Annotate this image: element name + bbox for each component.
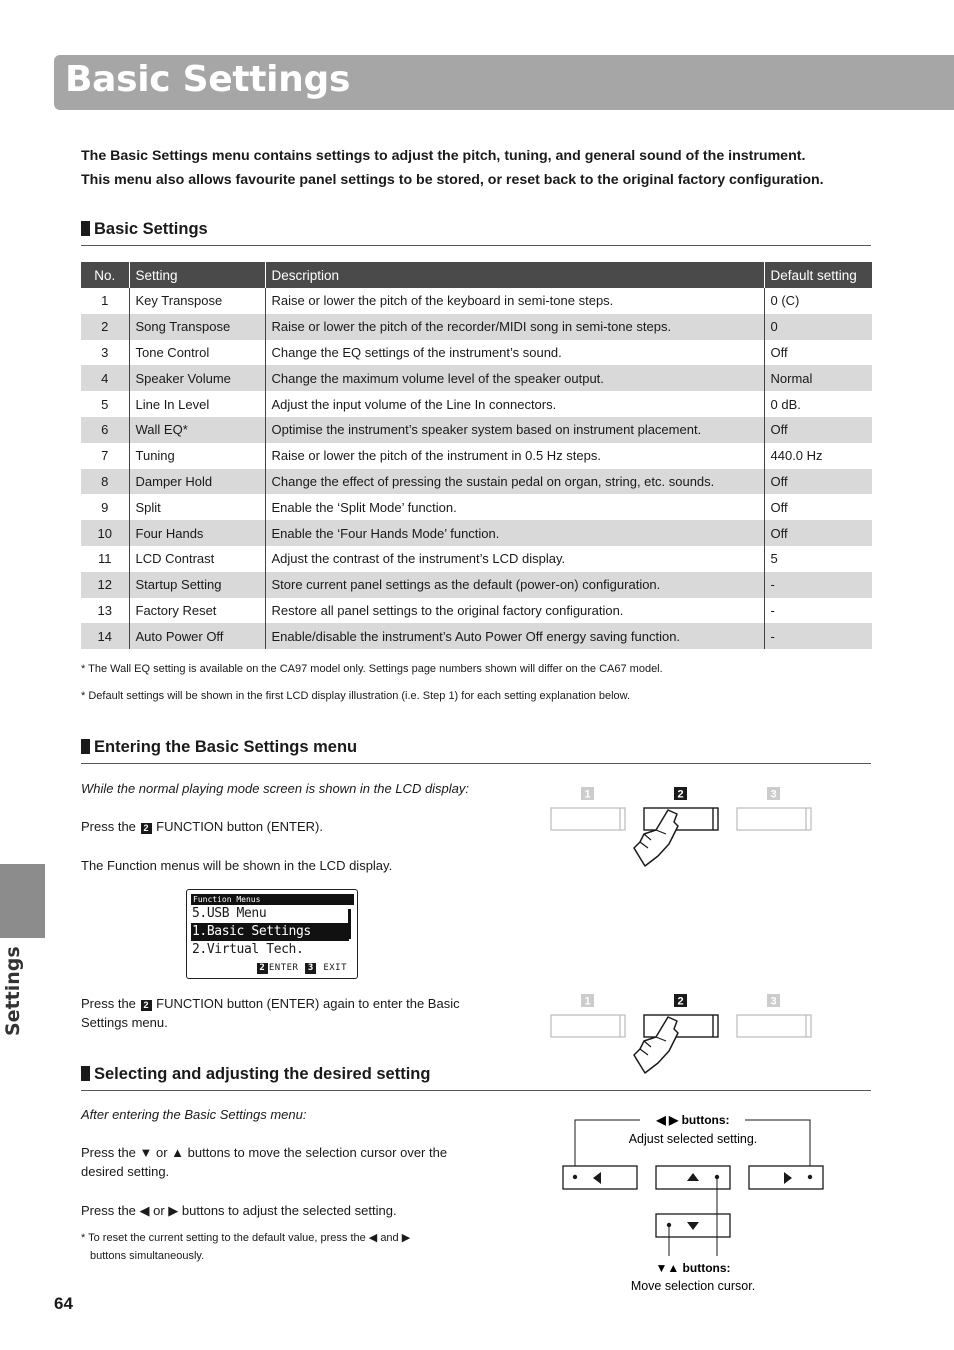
cell-description: Store current panel settings as the default (power-on) configuration. [265,572,764,598]
cell-description: Restore all panel settings to the original factory configuration. [265,598,764,624]
text: Press the ▼ or ▲ buttons to move the selection cursor over the [81,1145,448,1160]
lcd-enter-badge: 2 [257,963,268,974]
cell-no: 8 [81,469,129,495]
button-body [644,1015,718,1037]
text: Press the [81,819,140,834]
left-right-label: ◀ ▶ buttons: [656,1113,730,1127]
cell-no: 11 [98,551,112,567]
cell-setting: LCD Contrast [129,546,265,572]
table-row [81,391,872,417]
cell-setting: Split [129,494,265,520]
function-2-badge: 2 [141,1000,152,1011]
cell-description: Enable/disable the instrument’s Auto Power Off energy saving function. [265,623,764,649]
cell-description: Change the EQ settings of the instrument’s sound. [265,340,764,366]
cell-setting: Startup Setting [129,572,265,598]
instruction-press-enter-again [81,994,460,1032]
table-row [81,443,872,469]
cell-description: Enable the ‘Four Hands Mode’ function. [265,520,764,546]
cell-default: - [764,572,872,598]
intro-line-1: The Basic Settings menu contains settings to adjust the pitch, tuning, and general sound of the instrument. [81,148,806,164]
lcd-exit-badge: 3 [305,963,316,974]
instruction-press-enter [81,817,323,836]
side-tab-label: Settings [2,946,24,1036]
table-row [81,546,872,572]
up-button [656,1166,730,1189]
cell-description: Change the effect of pressing the sustain pedal on organ, string, etc. sounds. [265,469,764,495]
section-heading-text: Selecting and adjusting the desired setting [94,1065,431,1083]
table-header-row [81,262,872,288]
instruction-cursor [81,1143,447,1181]
footnote-defaults: * Default settings will be shown in the first LCD display illustration (i.e. Step 1) for each setting explanation below. [81,690,631,702]
cell-no: 14 [81,623,129,649]
cell-setting: Speaker Volume [129,365,265,391]
instruction-adjust: Press the ◀ or ▶ buttons to adjust the selected setting. [81,1203,397,1218]
function-button-2 [644,787,718,830]
lcd-header: Function Menus [191,894,354,905]
left-button [563,1166,637,1189]
cell-default: Off [764,469,872,495]
cell-no: 13 [97,602,112,618]
instruction-line: While the normal playing mode screen is shown in the LCD display: [81,781,470,796]
page-title: Basic Settings [65,59,351,100]
cell-no: 12 [81,572,129,598]
cell-setting: Damper Hold [129,469,265,495]
lcd-enter-label: ENTER [268,963,299,973]
cell-default: 0 dB. [764,391,872,417]
cell-description: Raise or lower the pitch of the instrument in 0.5 Hz steps. [265,443,764,469]
table-row [81,340,872,366]
settings-table [81,262,872,649]
heading-marker [81,1066,90,1081]
lcd-footer [256,963,347,974]
heading-marker [81,739,90,754]
cell-default: Off [764,340,872,366]
footnote-wall-eq: * The Wall EQ setting is available on the CA97 model only. Settings page numbers shown will differ on the CA67 model. [81,663,663,675]
lcd-menu-item-selected: 1.Basic Settings [191,923,349,941]
table-row [81,469,872,495]
page-title-bar [54,55,954,110]
side-tab [0,864,45,938]
function-button-2 [644,994,718,1037]
right-button [749,1166,823,1189]
cell-description: Change the maximum volume level of the speaker output. [265,365,764,391]
section-heading-text: Basic Settings [94,220,208,238]
text: FUNCTION button (ENTER) again to enter the Basic [152,996,460,1011]
button-number: 3 [770,995,777,1008]
cell-setting: Tuning [129,443,265,469]
cell-default: Off [764,520,872,546]
cell-description: Adjust the input volume of the Line In connectors. [265,391,764,417]
instruction-line: After entering the Basic Settings menu: [81,1107,307,1122]
down-button [656,1214,730,1237]
cell-default: 5 [764,546,872,572]
cell-description: Raise or lower the pitch of the keyboard in semi-tone steps. [265,288,764,314]
function-buttons-illustration-1 [548,782,818,872]
lcd-menu-item: 2.Virtual Tech. [192,942,304,957]
text: buttons simultaneously. [90,1250,205,1262]
text: FUNCTION button (ENTER). [152,819,323,834]
lcd-menu-item: 5.USB Menu [192,906,267,921]
cell-default: - [764,623,872,649]
function-2-badge: 2 [141,823,152,834]
table-row [81,417,872,443]
lcd-display [186,889,358,979]
button-body [551,808,625,830]
section-heading-entering [81,738,871,764]
cell-description: Adjust the contrast of the instrument’s LCD display. [265,546,764,572]
cell-description: Optimise the instrument’s speaker system based on instrument placement. [265,417,764,443]
col-header-description: Description [265,262,764,288]
cell-default: 0 (C) [764,288,872,314]
lcd-scrollbar [348,909,351,939]
intro-text [81,144,871,192]
cell-no: 1 [101,293,109,309]
button-number: 2 [677,788,684,801]
text: * To reset the current setting to the default value, press the ◀ and ▶ [81,1232,411,1244]
instruction-line: The Function menus will be shown in the LCD display. [81,858,393,873]
table-row [81,623,872,649]
cell-setting: Line In Level [129,391,265,417]
button-body [551,1015,625,1037]
button-body [644,808,718,830]
reset-note [81,1229,481,1265]
table-row [81,494,872,520]
text: Press the [81,996,140,1011]
button-body [737,808,811,830]
cell-default: Off [764,494,872,520]
function-button-1 [551,787,625,830]
lcd-exit-label: EXIT [323,963,347,973]
up-down-label: ▼▲ buttons: [655,1261,731,1275]
cell-description: Enable the ‘Split Mode’ function. [265,494,764,520]
up-down-description: Move selection cursor. [630,1279,756,1293]
cell-default: Normal [764,365,872,391]
cell-default: - [764,598,872,624]
cell-default: 440.0 Hz [764,443,872,469]
cursor-buttons-diagram [555,1108,835,1298]
function-button-1 [551,994,625,1037]
table-row [81,598,872,624]
table-row [81,314,872,340]
cell-no: 4 [81,365,129,391]
text: desired setting. [81,1164,170,1179]
cell-setting: Key Transpose [129,288,265,314]
cell-no: 7 [101,448,109,464]
cell-setting: Auto Power Off [129,623,265,649]
function-button-3 [737,787,811,830]
col-header-setting: Setting [129,262,265,288]
cell-description: Raise or lower the pitch of the recorder/MIDI song in semi-tone steps. [265,314,764,340]
left-right-description: Adjust selected setting. [628,1132,758,1146]
table-row [81,288,872,314]
intro-line-2: This menu also allows favourite panel settings to be stored, or reset back to the original factory configuration. [81,172,824,188]
table-row [81,520,872,546]
function-button-3 [737,994,811,1037]
text: Settings menu. [81,1015,168,1030]
button-number: 3 [770,788,777,801]
cell-setting: Tone Control [129,340,265,366]
cell-no: 10 [81,520,129,546]
table-row [81,572,872,598]
col-header-default: Default setting [764,262,872,288]
cell-no: 2 [81,314,129,340]
button-number: 1 [584,788,591,801]
cell-default: 0 [764,314,872,340]
button-number: 1 [584,995,591,1008]
cell-default: Off [764,417,872,443]
cell-setting: Wall EQ* [129,417,265,443]
cell-no: 3 [101,344,109,360]
cell-no: 9 [101,499,109,515]
cell-setting: Factory Reset [129,598,265,624]
button-number: 2 [677,995,684,1008]
cell-no: 5 [101,396,109,412]
section-heading-selecting [81,1065,871,1091]
cell-no: 6 [81,417,129,443]
heading-marker [81,221,90,236]
section-heading-basic-settings [81,220,871,246]
section-heading-text: Entering the Basic Settings menu [94,738,358,756]
cell-setting: Four Hands [129,520,265,546]
col-header-no: No. [81,262,129,288]
table-row [81,365,872,391]
cell-setting: Song Transpose [129,314,265,340]
button-body [737,1015,811,1037]
page-number: 64 [54,1294,73,1313]
